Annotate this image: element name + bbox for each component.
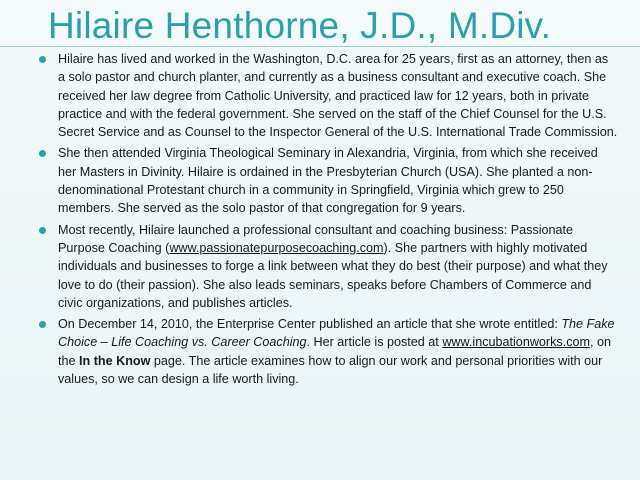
slide-title: Hilaire Henthorne, J.D., M.Div. [48,5,552,46]
bullet-item-3 [38,221,618,312]
bullet-item-1 [38,50,618,141]
bullet-item-4 [38,315,618,388]
bullet-text-part: , on the [58,335,612,368]
passionate-purpose-link[interactable]: www.passionatepurposecoaching.com [169,240,384,255]
in-the-know-label: In the Know [79,353,151,368]
bullet-text-part: . Her article is posted at [306,335,443,350]
bullet-list [38,50,618,391]
bullet-dot-icon [39,227,46,234]
title-divider [0,46,640,47]
bullet-dot-icon [39,150,46,157]
bullet-text-part: On December 14, 2010, the Enterprise Center published an article that she wrote entitled: [58,317,562,332]
bullet-item-2 [38,144,618,217]
bullet-text [58,317,615,386]
bullet-text: She then attended Virginia Theological Seminary in Alexandria, Virginia, from which she received her Masters in Divinity. Hilaire is ordained in the Presbyterian Church (USA). She planted a non-denominational Protestant church in a community in Springfield, Virginia which grew to 250 members. She served as the solo pastor of that congregation for 9 years. [58,146,598,216]
bullet-text-part: page. The article examines how to align our work and personal priorities with our values, so we can design a life worth living. [58,353,603,387]
article-title: The Fake Choice – Life Coaching vs. Career Coaching [58,317,615,350]
bullet-text-part: ). She partners with highly motivated individuals and businesses to forge a link between what they do best (their purpose) and what they love to do (their passion). She also leads seminars, speaks before Chambers of Commerce and civic organizations, and publishes articles. [58,240,608,310]
bullet-text: Hilaire has lived and worked in the Washington, D.C. area for 25 years, first as an attorney, then as a solo pastor and church planter, and currently as a business consultant and executive coach. She received her law degree from Catholic University, and practiced law for 12 years, both in private practice and with the federal government. She served on the staff of the Chief Counsel for the U.S. Secret Service and as Counsel to the Inspector General of the U.S. International Trade Commission. [58,52,618,140]
incubationworks-link[interactable]: www.incubationworks.com [442,335,590,350]
bullet-dot-icon [39,56,46,63]
bullet-text-part: Most recently, Hilaire launched a professional consultant and coaching business: Passionate Purpose Coaching ( [58,222,574,255]
bullet-text [58,223,608,310]
bullet-dot-icon [39,321,46,328]
